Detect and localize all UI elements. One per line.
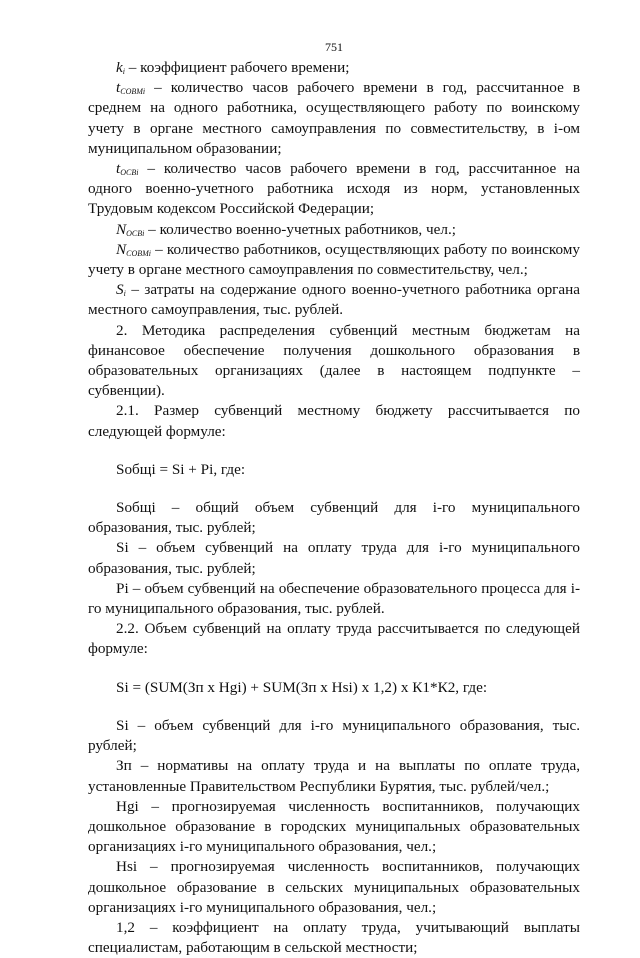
definition-sobsh: Sобщi – общий объем субвенций для i-го муниципального образования, тыс. рублей; bbox=[88, 499, 580, 537]
symbol-subscript: СОВМi bbox=[120, 87, 146, 97]
definition-s bbox=[88, 280, 580, 320]
definition-text: – количество часов рабочего времени в год, рассчитанное в среднем на одного работника, осуществляющего работу по воинскому учету в органе местного самоуправления по совместительству, в i-ом муниципальном образовании; bbox=[88, 79, 580, 157]
definition-hsi: Hsi – прогнозируемая численность воспитанников, получающих дошкольное образование в сельских муниципальных образовательных организациях i-го муниципального образования, чел.; bbox=[88, 858, 580, 916]
definition-text: – количество военно-учетных работников, чел.; bbox=[144, 220, 456, 238]
formula-total: Sобщi = Si + Pi, где: bbox=[116, 460, 246, 478]
symbol-subscript: i bbox=[122, 67, 125, 76]
symbol-subscript: ОСВi bbox=[126, 228, 145, 238]
definition-si-2: Si – объем субвенций для i-го муниципального образования, тыс. рублей; bbox=[88, 716, 580, 755]
definition-coefficient: 1,2 – коэффициент на оплату труда, учитывающий выплаты специалистам, работающим в сельской местности; bbox=[88, 918, 580, 957]
document-body bbox=[88, 58, 580, 958]
definition-text: – количество часов рабочего времени в год, рассчитанное на одного военно-учетного работника исходя из норм, установленных Трудовым кодексом Российской Федерации; bbox=[88, 160, 580, 218]
definition-pi: Pi – объем субвенций на обеспечение образовательного процесса для i-го муниципального образования, тыс. рублей. bbox=[88, 579, 580, 618]
symbol: N bbox=[116, 220, 127, 238]
definition-zp: Зп – нормативы на оплату труда и на выплаты по оплате труда, установленные Правительством Республики Бурятия, тыс. рублей/чел.; bbox=[88, 757, 580, 795]
symbol-subscript: ОСВi bbox=[120, 168, 139, 178]
section-2-2-paragraph: 2.2. Объем субвенций на оплату труда рассчитывается по следующей формуле: bbox=[88, 620, 580, 658]
section-2-paragraph: 2. Методика распределения субвенций местным бюджетам на финансовое обеспечение получения дошкольного образования в образовательных организациях (далее в настоящем подпункте – субвенции). bbox=[88, 321, 580, 400]
symbol-subscript: i bbox=[123, 289, 126, 299]
definition-n-sovm bbox=[88, 240, 580, 280]
page-number: 751 bbox=[325, 40, 343, 54]
formula-salary: Si = (SUM(Зп x Hgi) + SUM(Зп x Hsi) x 1,2) x К1*К2, где: bbox=[116, 678, 488, 696]
symbol-subscript: СОВМi bbox=[126, 248, 152, 258]
section-2-1-paragraph: 2.1. Размер субвенций местному бюджету рассчитывается по следующей формуле: bbox=[88, 402, 580, 440]
symbol: k bbox=[116, 59, 123, 76]
definition-text: – коэффициент рабочего времени; bbox=[124, 59, 350, 76]
definition-text: – количество работников, осуществляющих работу по воинскому учету в органе местного самоуправления по совместительству, чел.; bbox=[88, 240, 580, 279]
symbol: S bbox=[116, 281, 124, 299]
symbol: t bbox=[116, 160, 121, 178]
definition-t-sovm bbox=[88, 78, 580, 159]
definition-k bbox=[88, 58, 580, 78]
symbol: t bbox=[116, 79, 121, 97]
definition-n-osv bbox=[88, 220, 580, 240]
definition-t-osv bbox=[88, 159, 580, 220]
symbol: N bbox=[116, 240, 127, 258]
definition-si: Si – объем субвенций на оплату труда для i-го муниципального образования, тыс. рублей; bbox=[88, 539, 580, 577]
definition-hgi: Hgi – прогнозируемая численность воспитанников, получающих дошкольное образование в городских муниципальных образовательных организациях i-го муниципального образования, чел.; bbox=[88, 797, 580, 856]
definition-text: – затраты на содержание одного военно-учетного работника органа местного самоуправления, тыс. рублей. bbox=[88, 281, 580, 319]
